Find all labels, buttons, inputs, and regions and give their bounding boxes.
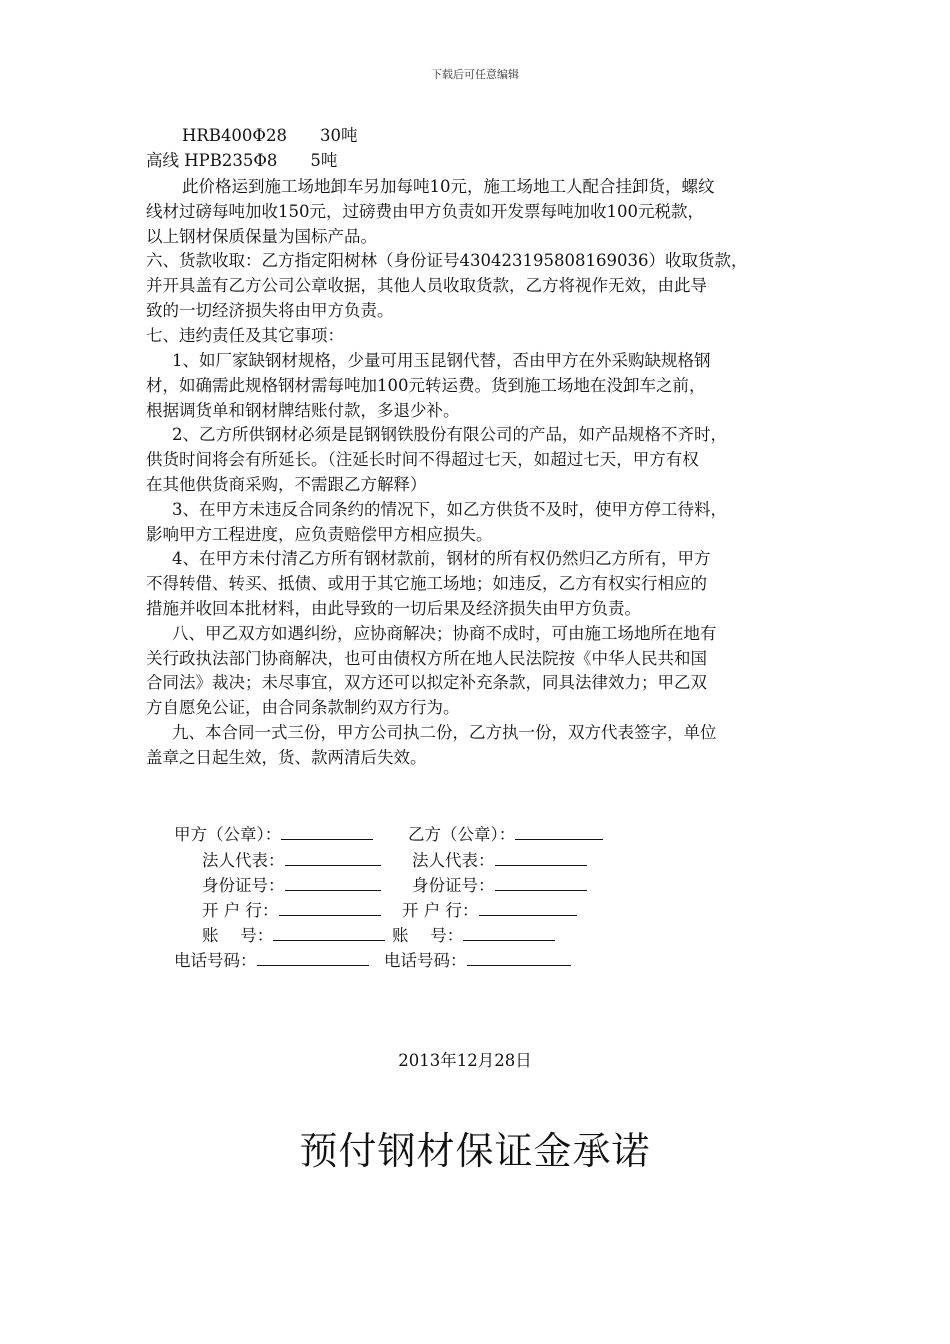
id-b-row (412, 874, 587, 896)
body-line: 4、在甲方未付清乙方所有钢材款前，钢材的所有权仍然归乙方所有，甲方 (172, 549, 711, 568)
party-b-seal-blank (515, 823, 603, 840)
id-a-blank (285, 874, 381, 891)
acct-b-label: 账 号： (392, 926, 464, 945)
body-line: 致的一切经济损失将由甲方负责。 (146, 301, 394, 320)
rep-b-row (412, 849, 587, 871)
body-line: 线材过磅每吨加收150元，过磅费由甲方负责如开发票每吨加收100元税款， (146, 202, 704, 221)
body-line: 不得转借、转买、抵债、或用于其它施工场地；如违反，乙方有权实行相应的 (146, 574, 707, 593)
body-line: 1、如厂家缺钢材规格，少量可用玉昆钢代替，否由甲方在外采购缺规格钢 (172, 351, 711, 370)
bank-a-label: 开 户 行： (202, 901, 279, 920)
bank-a-blank (279, 899, 381, 916)
body-line: 此价格运到施工场地卸车另加每吨10元，施工场地工人配合挂卸货，螺纹 (182, 177, 715, 196)
bank-b-row (402, 899, 577, 921)
party-a-seal-label: 甲方（公章）： (174, 825, 282, 844)
id-b-blank (495, 874, 587, 891)
body-line: 以上钢材保质保量为国标产品。 (146, 227, 377, 246)
body-line: 八、甲乙双方如遇纠纷，应协商解决；协商不成时，可由施工场地所在地有 (172, 624, 717, 643)
body-line: 方自愿免公证，由合同条款制约双方行为。 (146, 698, 460, 717)
body-line: 影响甲方工程进度，应负责赔偿甲方相应损失。 (146, 525, 493, 544)
body-line: 并开具盖有乙方公司公章收据，其他人员收取货款，乙方将视作无效，由此导 (146, 276, 707, 295)
party-b-seal-label: 乙方（公章）： (408, 825, 516, 844)
body-line: 九、本合同一式三份，甲方公司执二份，乙方执一份，双方代表签字，单位 (172, 723, 717, 742)
phone-b-row (384, 949, 571, 971)
id-a-row (202, 874, 381, 896)
rep-a-label: 法人代表： (202, 851, 285, 870)
rep-b-blank (495, 849, 587, 866)
body-line: 根据调货单和钢材牌结账付款，多退少补。 (146, 401, 460, 420)
phone-a-label: 电话号码： (174, 951, 257, 970)
body-line: 合同法》裁决；未尽事宜，双方还可以拟定补充条款，同具法律效力；甲乙双 (146, 673, 707, 692)
body-line: 2、乙方所供钢材必须是昆钢钢铁股份有限公司的产品，如产品规格不齐时， (172, 425, 727, 444)
party-a-seal-blank (281, 823, 373, 840)
body-line: 盖章之日起生效，货、款两清后失效。 (146, 748, 427, 767)
rep-a-row (202, 849, 381, 871)
phone-b-label: 电话号码： (384, 951, 467, 970)
id-b-label: 身份证号： (412, 876, 495, 895)
body-line: 六、货款收取：乙方指定阳树林（身份证号430423195808169036）收取货款， (146, 251, 748, 270)
body-line: 材，如确需此规格钢材需每吨加100元转运费。货到施工场地在没卸车之前， (146, 376, 706, 395)
acct-b-blank (463, 924, 555, 941)
party-a-seal-row (174, 823, 373, 845)
page-header: 下载后可任意编辑 (431, 68, 519, 81)
body-line: 3、在甲方未违反合同条约的情况下，如乙方供货不及时，使甲方停工待料， (172, 500, 727, 519)
body-line: 措施并收回本批材料，由此导致的一切后果及经济损失由甲方负责。 (146, 599, 641, 618)
phone-a-blank (257, 949, 369, 966)
rep-b-label: 法人代表： (412, 851, 495, 870)
rep-a-blank (285, 849, 381, 866)
party-b-seal-row (408, 823, 603, 845)
acct-a-row (202, 924, 385, 946)
bank-a-row (202, 899, 381, 921)
body-line: 在其他供货商采购，不需跟乙方解释） (146, 475, 427, 494)
phone-b-blank (467, 949, 571, 966)
spec-line-2: 高线 HPB235Φ8 5吨 (146, 151, 338, 170)
spec-line-1: HRB400Φ28 30吨 (182, 126, 358, 145)
bank-b-label: 开 户 行： (402, 901, 479, 920)
acct-a-blank (273, 924, 385, 941)
phone-a-row (174, 949, 369, 971)
id-a-label: 身份证号： (202, 876, 285, 895)
body-line: 关行政执法部门协商解决，也可由债权方所在地人民法院按《中华人民共和国 (146, 649, 707, 668)
acct-b-row (392, 924, 555, 946)
body-line: 供货时间将会有所延长。（注延长时间不得超过七天，如超过七天，甲方有权 (146, 450, 699, 469)
contract-date: 2013年12月28日 (398, 1051, 532, 1070)
bank-b-blank (479, 899, 577, 916)
next-document-title: 预付钢材保证金承诺 (299, 1129, 651, 1173)
acct-a-label: 账 号： (202, 926, 274, 945)
section-heading: 七、违约责任及其它事项： (146, 326, 344, 345)
